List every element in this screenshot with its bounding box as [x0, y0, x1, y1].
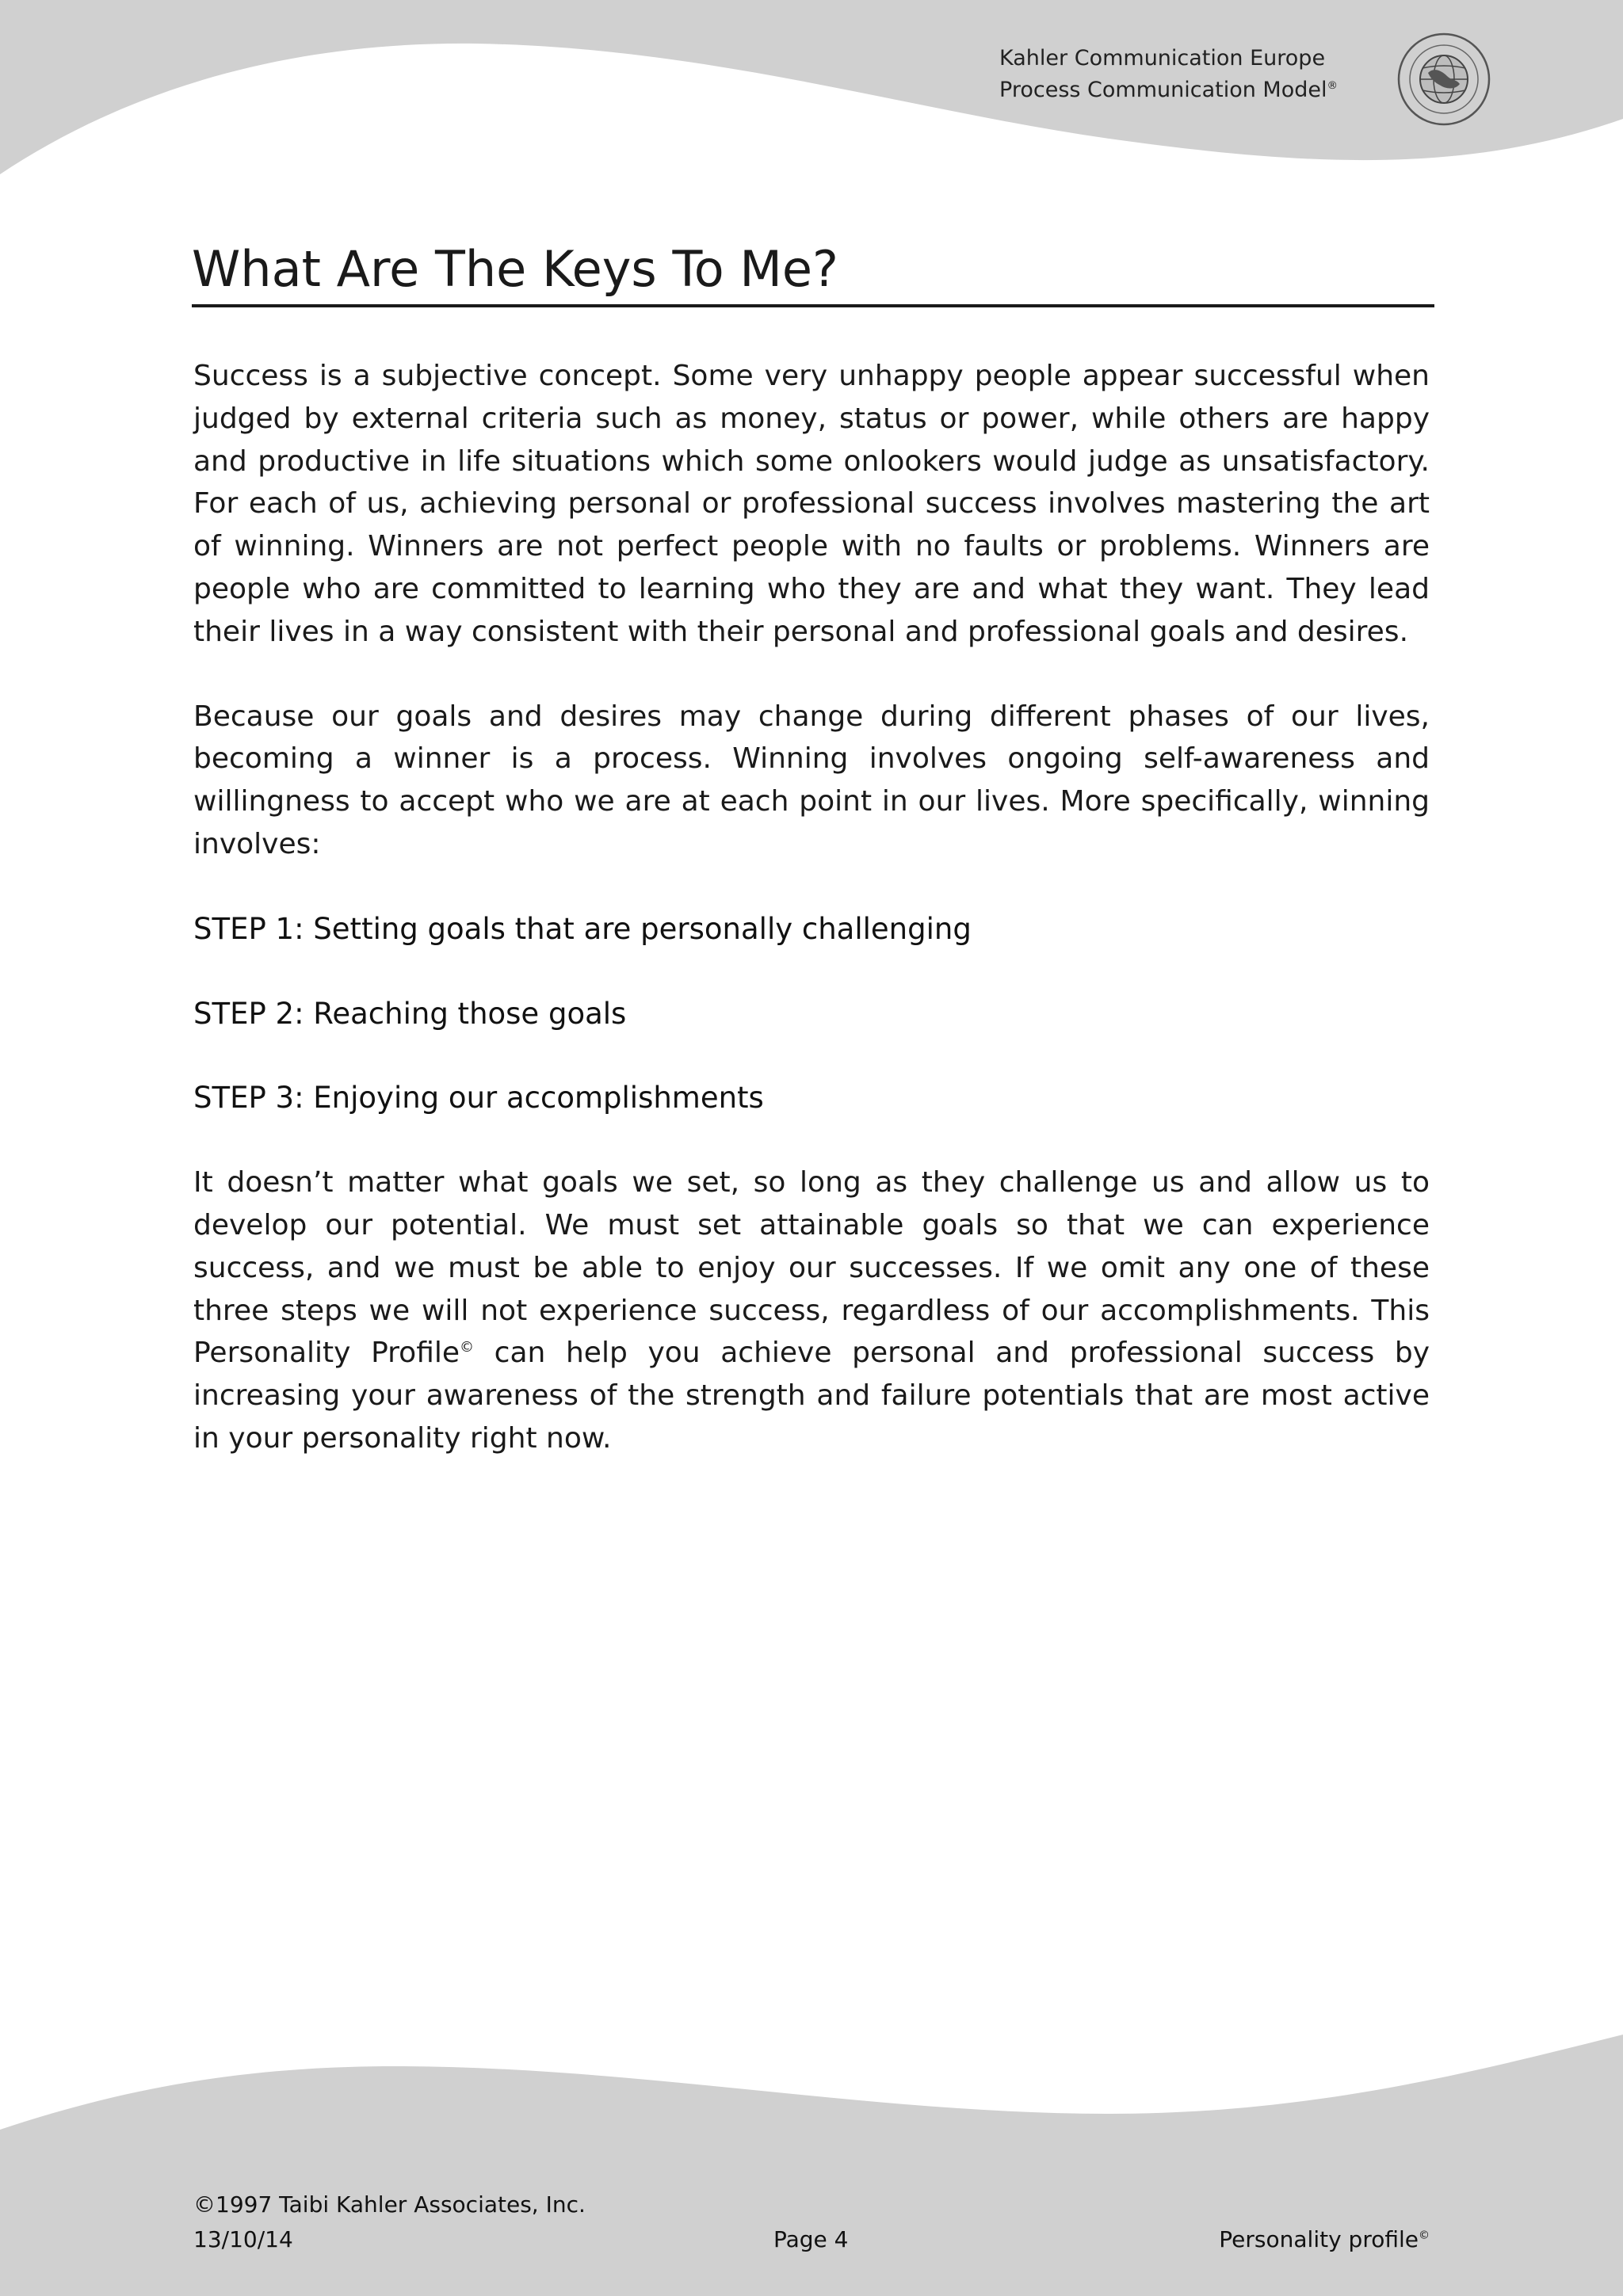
paragraph-personality-profile: It doesn’t matter what goals we set, so long as they challenge us and allow us to develop our potential. We must set attainable goals so that we can experience success, and we must be able to enjoy our successes. If we omit any one of these three steps we will not experience success, regardless of our accomplishments. This Personality Profile© can help you achieve personal and professional success by increasing your awareness of the strength and failure potentials that are most active in your personality right now.: [193, 1166, 1430, 1455]
step-1: STEP 1: Setting goals that are personally challenging: [193, 911, 972, 946]
copyright-mark: ©: [460, 1339, 475, 1356]
page-title: What Are The Keys To Me?: [192, 238, 1434, 307]
header-model-name: Process Communication Model®: [999, 78, 1338, 102]
footer-document-name: Personality profile©: [1219, 2226, 1430, 2252]
header-company-name: Kahler Communication Europe: [999, 46, 1326, 71]
copyright-mark: ©: [1419, 2229, 1430, 2242]
header-company-info: [999, 43, 1338, 106]
step-3: STEP 3: Enjoying our accomplishments: [193, 1081, 764, 1116]
header-wave-background: [0, 0, 1623, 190]
document-body: [193, 355, 1430, 1460]
registered-mark: ®: [1327, 79, 1338, 92]
step-2: STEP 2: Reaching those goals: [193, 996, 627, 1031]
paragraph-winning-process: Because our goals and desires may change during different phases of our lives, becoming a winner is a process. Winning involves ongoing self-awareness and willingness to accept who we are at each point in our lives. More specifically, winning involves:: [193, 700, 1430, 860]
paragraph-success-definition: Success is a subjective concept. Some very unhappy people appear successful when judged by external criteria such as money, status or power, while others are happy and productive in life situations which some onlookers would judge as unsatisfactory. For each of us, achieving personal or professional success involves mastering the art of winning. Winners are not perfect people with no faults or problems. Winners are people who are committed to learning who they are and what they want. They lead their lives in a way consistent with their personal and professional goals and desires.: [193, 360, 1430, 648]
kahler-pcm-logo-icon: [1396, 32, 1491, 127]
footer-date: 13/10/14: [193, 2226, 293, 2252]
footer-page-number: Page 4: [773, 2226, 849, 2252]
footer-copyright: ©1997 Taibi Kahler Associates, Inc.: [193, 2191, 586, 2218]
